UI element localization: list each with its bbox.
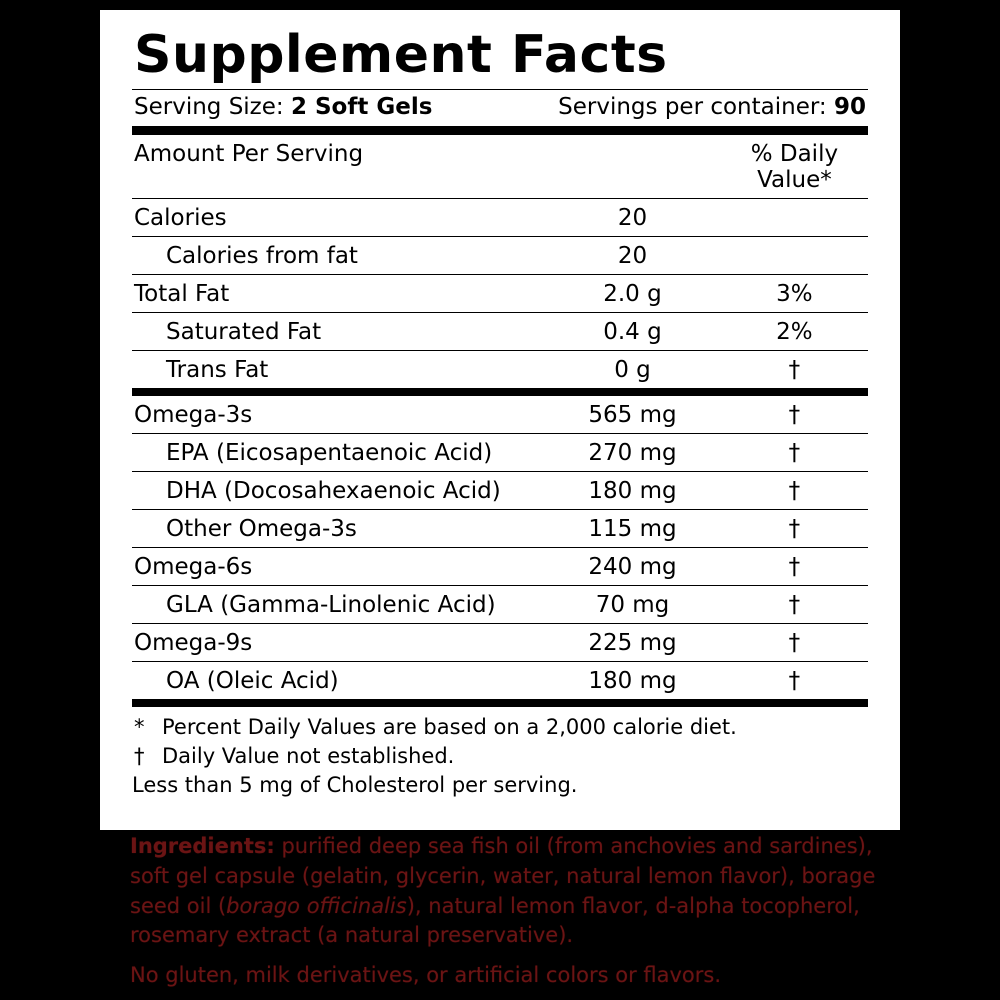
nutrient-dv: † bbox=[721, 547, 868, 585]
nutrient-name: Calories bbox=[132, 198, 544, 236]
nutrient-amount: 115 mg bbox=[544, 509, 721, 547]
nutrient-name: GLA (Gamma-Linolenic Acid) bbox=[132, 585, 544, 623]
table-row bbox=[132, 547, 868, 585]
nutrient-name: EPA (Eicosapentaenoic Acid) bbox=[132, 433, 544, 471]
serving-info-row bbox=[132, 90, 868, 126]
footnotes bbox=[132, 707, 868, 800]
table-row bbox=[132, 471, 868, 509]
nutrient-name: DHA (Docosahexaenoic Acid) bbox=[132, 471, 544, 509]
nutrient-table bbox=[132, 135, 868, 707]
ingredients-text-part2: ), natural lemon flavor, d-alpha tocopherol, rosemary extract (a natural preservative). bbox=[130, 893, 860, 948]
nutrient-amount: 0 g bbox=[544, 350, 721, 392]
nutrient-name: Saturated Fat bbox=[132, 312, 544, 350]
servings-per-container-value: 90 bbox=[833, 93, 866, 120]
serving-size-label: Serving Size: bbox=[134, 93, 284, 120]
nutrient-name: Omega-9s bbox=[132, 623, 544, 661]
table-row bbox=[132, 585, 868, 623]
supplement-facts-table bbox=[132, 25, 868, 800]
nutrient-dv: † bbox=[721, 433, 868, 471]
nutrient-dv: † bbox=[721, 471, 868, 509]
table-row bbox=[132, 350, 868, 392]
table-row bbox=[132, 312, 868, 350]
nutrient-dv: † bbox=[721, 585, 868, 623]
nutrient-amount: 270 mg bbox=[544, 433, 721, 471]
table-row bbox=[132, 509, 868, 547]
table-row bbox=[132, 661, 868, 703]
asterisk-text: Percent Daily Values are based on a 2,000 calorie diet. bbox=[162, 714, 737, 739]
nutrient-dv bbox=[721, 236, 868, 274]
serving-size-value: 2 Soft Gels bbox=[290, 93, 433, 120]
amount-spacer bbox=[544, 135, 721, 199]
nutrient-name: Other Omega-3s bbox=[132, 509, 544, 547]
table-header-row bbox=[132, 135, 868, 199]
nutrient-dv: † bbox=[721, 392, 868, 434]
nutrient-name: OA (Oleic Acid) bbox=[132, 661, 544, 703]
nutrient-amount: 225 mg bbox=[544, 623, 721, 661]
table-row bbox=[132, 274, 868, 312]
servings-per-container-label: Servings per container: bbox=[558, 93, 827, 120]
supplement-facts-panel bbox=[100, 10, 900, 830]
daily-value-header: % Daily Value* bbox=[721, 135, 868, 199]
dagger-symbol: † bbox=[134, 743, 145, 768]
footnote-dagger bbox=[132, 742, 868, 771]
nutrient-amount: 20 bbox=[544, 236, 721, 274]
servings-per-container bbox=[558, 94, 866, 120]
ingredients-text-part1: purified deep sea fish oil (from anchovies and sardines), soft gel capsule (gelatin, glycerin, water, natural lemon flavor), borage seed oil ( bbox=[130, 834, 876, 918]
nutrient-name: Total Fat bbox=[132, 274, 544, 312]
ingredients-botanical-name: borago officinalis bbox=[226, 893, 407, 918]
nutrient-amount: 0.4 g bbox=[544, 312, 721, 350]
asterisk-symbol: * bbox=[134, 714, 145, 739]
table-row bbox=[132, 433, 868, 471]
table-row bbox=[132, 236, 868, 274]
nutrient-dv: † bbox=[721, 623, 868, 661]
nutrient-amount: 565 mg bbox=[544, 392, 721, 434]
nutrient-amount: 20 bbox=[544, 198, 721, 236]
header-thick-divider bbox=[132, 126, 868, 135]
table-row bbox=[132, 392, 868, 434]
nutrient-name: Calories from fat bbox=[132, 236, 544, 274]
nutrient-amount: 180 mg bbox=[544, 471, 721, 509]
nutrient-name: Omega-6s bbox=[132, 547, 544, 585]
ingredients-paragraph bbox=[130, 832, 878, 951]
nutrient-amount: 240 mg bbox=[544, 547, 721, 585]
nutrient-dv: 3% bbox=[721, 274, 868, 312]
nutrient-dv: 2% bbox=[721, 312, 868, 350]
nutrient-dv bbox=[721, 198, 868, 236]
footnote-asterisk bbox=[132, 713, 868, 742]
ingredients-label: Ingredients: bbox=[130, 834, 275, 858]
nutrient-dv: † bbox=[721, 350, 868, 392]
nutrient-amount: 2.0 g bbox=[544, 274, 721, 312]
cholesterol-note: Less than 5 mg of Cholesterol per serving. bbox=[132, 772, 578, 797]
nutrient-name: Trans Fat bbox=[132, 350, 544, 392]
table-row bbox=[132, 198, 868, 236]
allergen-note: No gluten, milk derivatives, or artificial colors or flavors. bbox=[130, 963, 722, 988]
serving-size bbox=[134, 94, 432, 120]
nutrient-name: Omega-3s bbox=[132, 392, 544, 434]
nutrient-amount: 180 mg bbox=[544, 661, 721, 703]
dagger-text: Daily Value not established. bbox=[162, 743, 455, 768]
page-title: Supplement Facts bbox=[134, 25, 668, 85]
amount-per-serving-header: Amount Per Serving bbox=[132, 135, 544, 199]
nutrient-dv: † bbox=[721, 661, 868, 703]
nutrient-amount: 70 mg bbox=[544, 585, 721, 623]
nutrient-dv: † bbox=[721, 509, 868, 547]
table-row bbox=[132, 623, 868, 661]
ingredients-block bbox=[130, 832, 878, 991]
